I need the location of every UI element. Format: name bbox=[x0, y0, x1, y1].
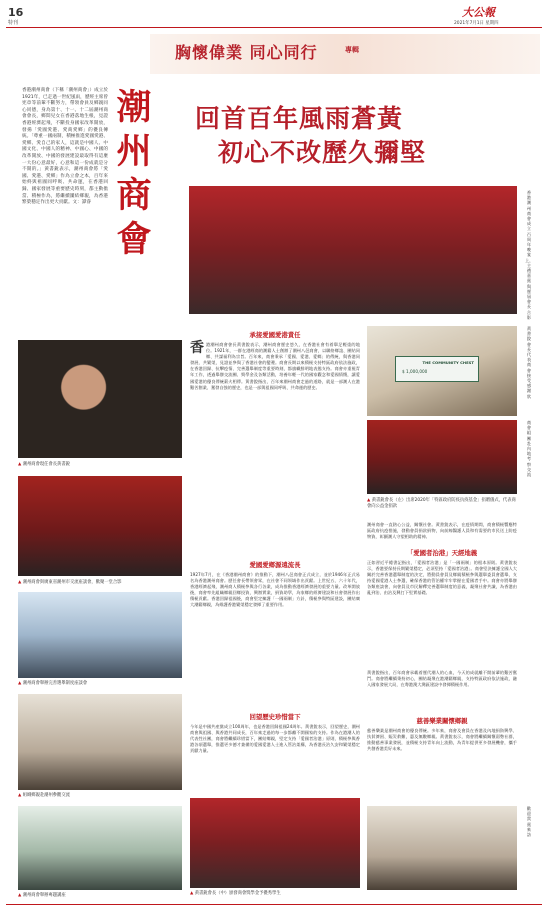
body-column-2c: 黃書銳指出，百年商會承載着歷代潮人的心血，今天的成就離不開前輩的艱苦奮鬥。商會將繼續秉持初心，團結凝聚在港潮籍鄉親，支持特區政府依法施政，融入國家發展大局，在粵港澳大灣區建設中發揮積極作用。 bbox=[367, 670, 517, 688]
body-column-2a: 潮州商會一直熱心公益，關懷社會。黃書銳表示，在疫情期間，商會積極響應特區政府抗疫措施，發動會員捐款捐物，向前線醫護人員和有需要的市民送上防疫物資，彰顯潮人守望相助的精神。 bbox=[367, 522, 517, 540]
body-column-1a bbox=[190, 342, 360, 556]
chairman-caption-text: 潮州商會現任會長黃書銳 bbox=[22, 462, 70, 467]
seminar-photo bbox=[18, 806, 182, 890]
vertical-title bbox=[110, 86, 158, 262]
headline-line2: 初心不改歷久彌堅 bbox=[218, 138, 427, 167]
banner-title: 胸懷偉業 同心同行 bbox=[175, 43, 318, 62]
subhead-5: 慈善樂業關懷鄉親 bbox=[416, 717, 468, 725]
subhead-3: 回望歷史珍惜當下 bbox=[249, 713, 301, 721]
caption-marker: ▲ bbox=[18, 462, 22, 467]
subhead-2: 愛國愛鄉源遠流長 bbox=[249, 561, 301, 569]
headline-line1: 回首百年風雨蒼黃 bbox=[195, 104, 404, 133]
caption-marker: ▲ bbox=[190, 891, 194, 896]
main-group-photo bbox=[189, 186, 517, 314]
vertical-title-char: 商 bbox=[116, 175, 152, 216]
main-photo-caption: 香港潮州商會成立百周年晚宴上，主禮嘉賓與歷屆會長合影 bbox=[525, 190, 534, 320]
visit-photo bbox=[367, 806, 517, 890]
right-photo-caption-bottom: 歡迎貴賓來訪 bbox=[526, 806, 532, 838]
caption-marker: ▲ bbox=[367, 498, 371, 503]
vertical-title-char: 州 bbox=[116, 131, 152, 172]
body-column-1a-text: 港潮州商會會長黃書銳表示，潮州商會歷史悠久，在香港社會有着舉足輕重的地位。1921年，一群在港經商的潮籍人士創辦了潮州八邑商會，以聯絡鄉誼、團結同鄉、共謀福利為宗旨。百年來，商會秉承「愛國、愛港、愛鄉」的傳統，與香港同發展、共繁榮，見證並參與了香港社會的變遷。商會長期以來積極支持特區政府依法施政，在香港回歸、抗擊疫情、完善選舉制度等重要時刻，都旗幟鮮明地表態支持。商會亦重視青年工作，透過舉辦交流團、獎學金及各類活動，培養年輕一代的國家觀念和愛國情懷，讓愛國愛港的優良傳統薪火相傳。黃書銳指出，百年來潮州商會走過的道路，就是一部潮人在港艱苦創業、奮發自強的歷史，也是一部與祖國同呼吸、共命運的歷史。 bbox=[190, 342, 360, 390]
section-label: 特刊 bbox=[8, 20, 19, 26]
body-column-1b: 1927年7月，在《香港潮州商會》的推動下，潮州八邑商會正式成立，並於1946年正式易名為香港潮州商會。歷任會長帶領會眾，在社會不同領域作出貢獻。上世紀五、六十年代，香港經濟起飛，潮州商人積極參與各行各業，成為推動香港經濟發展的重要力量。改革開放後，商會率先組織鄉親回鄉投資，興辦實業，捐資助學，為家鄉的經濟建設和社會發展作出積極貢獻。香港回歸祖國後，商會堅定擁護「一國兩制」方針，積極參與特區建設，團結廣大潮籍鄉親，為維護香港繁榮穩定發揮了重要作用。 bbox=[190, 572, 360, 608]
caption-marker: ▲ bbox=[18, 681, 22, 686]
donation-caption bbox=[367, 498, 517, 509]
caption-marker: ▲ bbox=[18, 893, 22, 898]
banner-tag: 專輯 bbox=[345, 46, 359, 54]
page-number: 16 bbox=[8, 6, 24, 19]
drop-cap: 香 bbox=[190, 340, 204, 356]
seminar-photo-caption bbox=[18, 893, 182, 899]
award-group-photo bbox=[367, 420, 517, 494]
election-seminar-photo bbox=[18, 592, 182, 678]
chairman-photo bbox=[18, 340, 182, 458]
subhead-1: 承接愛國愛港責任 bbox=[249, 331, 301, 339]
body-column-2d: 慈善樂業是潮州商會的優良傳統。多年來，商會及會員在香港及內地捐資興學、扶貧濟困、賑災救難，惠及無數鄉親。黃書銳表示，商會將繼續關懷弱勢社群，推動慈善事業發展，並積極支持青年向上流動，為青年提供更多發展機會，攜手共創香港美好未來。 bbox=[367, 728, 517, 752]
donation-cheque bbox=[395, 356, 479, 382]
body-column-1c: 今年是中國共產黨成立100周年，也是香港回歸祖國24周年。黃書銳表示，回望歷史，潮州商會與祖國、與香港共同成長，百年來走過的每一步都離不開國家的支持。作為在港潮人的代表性社團，商會將繼續珍惜當下，團結鄉親，堅定支持「愛國者治港」原則，積極參與香港各項選舉，推選更多德才兼備的愛國愛港人士進入管治架構，為香港長治久安和繁榮穩定貢獻力量。 bbox=[190, 724, 360, 754]
group-photo-1-caption-text: 潮州商會與廣東省潮州市交流座談會，歡聚一堂合影 bbox=[22, 580, 122, 585]
cheque-title: THE COMMUNITY CHEST bbox=[422, 360, 474, 365]
donation-caption-text: 黃書銳會長（左）出席2020年「特區政府防疫抗疫基金」捐贈儀式，代表商會向公益金捐款 bbox=[367, 498, 516, 509]
election-photo-caption bbox=[18, 681, 182, 687]
chairman-caption bbox=[18, 462, 182, 468]
subhead-4: 「愛國者治港」天經地義 bbox=[406, 549, 478, 557]
group-photo-1 bbox=[18, 476, 182, 576]
group-photo-1-caption bbox=[18, 580, 182, 586]
right-photo-caption-mid: 商會組團赴內地考察交流 bbox=[526, 420, 532, 478]
header-rule bbox=[6, 27, 542, 28]
vertical-title-char: 會 bbox=[116, 219, 152, 260]
right-photo-caption-top: 黃書銳會長代表商會接受感謝狀 bbox=[526, 326, 532, 399]
award-photo bbox=[190, 798, 360, 888]
caption-marker: ▲ bbox=[18, 793, 22, 798]
award-photo-caption-text: 黃書銳會長（中）頒發商會獎學金予優秀學生 bbox=[194, 891, 281, 896]
delegation-photo-caption-text: 組織鄉親赴潮州參觀交流 bbox=[22, 793, 70, 798]
delegation-photo-caption bbox=[18, 793, 182, 799]
caption-marker: ▲ bbox=[18, 580, 22, 585]
newspaper-logo: 大公報 bbox=[462, 6, 495, 19]
body-column-2b: 正如習近平總書記指出，「愛國者治港」是「一國兩制」的根本原則。黃書銳表示，香港要保持長期繁榮穩定，必須堅持「愛國者治港」。商會堅決擁護全國人大關於完善香港選舉制度的決定，將動員會員及鄉親積極參與選舉委員會選舉，支持愛國愛港人士參選，確保香港的管治權牢牢掌握在愛國者手中。商會亦將舉辦各類座談會，向會員及市民解釋完善選舉制度的意義，凝聚社會共識，為香港由亂到治、由治及興打下堅實基礎。 bbox=[367, 560, 517, 596]
award-photo-caption bbox=[190, 891, 360, 897]
cheque-amount: $ 1,000,000 bbox=[402, 369, 428, 374]
issue-date: 2021年7月1日 星期四 bbox=[454, 21, 499, 26]
election-photo-caption-text: 潮州商會舉辦完善選舉制度座談會 bbox=[22, 681, 88, 686]
footer-rule bbox=[6, 904, 542, 905]
intro-text: 香港潮州商會（下稱「潮州商會」）成立於1921年，已走過一世紀風雨，歷經主席曾宪章等前輩不斷努力，帶領會員及鄉親同心同德，身為第十、十一、十二屆潮州商會會長，鄉間兒女在香港落地生根，見證香港經濟起飛，不斷投身國家改革開放，發揚「愛國愛港、愛商愛鄉」的優良傳統。「尊重一國兩制，積極推進愛國愛港、愛鄉、愛自己的家人，這就是中國人、中國文化、中國人的精神、中國心、中國的改革開放、中國的發展建設最取得有這麼一大份心意最好，心意和這一份成就是分不開的。」黃書銳表示，潮州商會將「愛國、愛港、愛鄉」作為立會之本，百年來始終與祖國同呼吸、共命運，在香港回歸、國家發展等重要歷史時刻，都主動擔當、積極作為，將繼續團結鄉親，為香港繁榮穩定作出更大貢獻。文：譚睿 bbox=[22, 88, 108, 206]
vertical-title-char: 潮 bbox=[116, 87, 152, 128]
delegation-photo bbox=[18, 694, 182, 790]
seminar-photo-caption-text: 潮州商會舉辦專題講座 bbox=[22, 893, 66, 898]
